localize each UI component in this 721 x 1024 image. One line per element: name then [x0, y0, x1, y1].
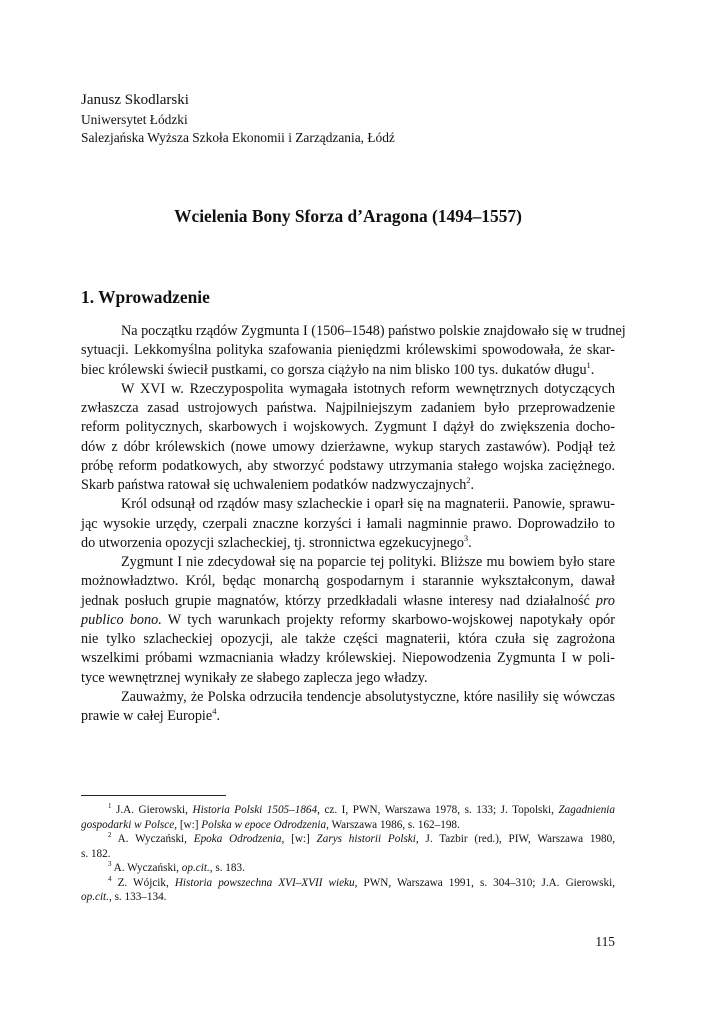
- footnote-title: Historia powszechna XVI–XVII wieku: [174, 876, 355, 889]
- text-line: nie tylko szlacheckiej opozycji, ale także części magnaterii, która czuła się zagrożona: [81, 631, 615, 647]
- footnote-title: Historia Polski 1505–1864,: [192, 804, 320, 816]
- sentence-end: .: [590, 361, 595, 378]
- footnote-number: 3: [108, 860, 112, 868]
- text-line-content: jednak posłuch grupie magnatów, którzy przedkładali własne interesy nad działalność: [81, 592, 590, 609]
- text-line-content: Skarb państwa ratował się uchwaleniem podatków nadzwyczajnych: [81, 477, 467, 493]
- text-line: Zygmunt I nie zdecydował się na poparcie tej polityki. Bliższe mu bowiem było stare: [121, 554, 615, 570]
- text-line: [81, 592, 615, 611]
- footnote-title: Zarys historii Polski,: [316, 833, 419, 845]
- footnote-text: [w:]: [284, 833, 317, 845]
- footnote-continuation: [81, 847, 615, 862]
- paragraph: [81, 495, 615, 553]
- text-line: Król odsunął od rządów masy szlacheckie i oparł się na magnaterii. Panowie, sprawu-: [121, 496, 615, 513]
- sentence-end: .: [468, 534, 472, 551]
- italic-term: publico bono.: [81, 611, 162, 628]
- footnote-continuation: [81, 818, 615, 833]
- footnote-text: cz. I, PWN, Warszawa 1978, s. 133; J. Topolski,: [319, 804, 559, 816]
- footnote-title: Polska w epoce Odrodzenia: [201, 818, 327, 831]
- body-text: [81, 322, 626, 726]
- footnote-title: gospodarki w Polsce: [81, 818, 175, 831]
- section-heading: 1. Wprowadzenie: [81, 287, 210, 307]
- footnote-title: Zagadnienia: [558, 804, 615, 816]
- footnote-ref: 4: [212, 706, 217, 716]
- footnote-number: 2: [108, 831, 112, 839]
- paragraph: [81, 553, 615, 688]
- footnote: [81, 832, 615, 847]
- affiliation-university: Uniwersytet Łódzki: [81, 112, 188, 127]
- footnote-text: , s. 133–134.: [108, 891, 167, 903]
- page-number: 115: [595, 934, 615, 949]
- paragraph: [81, 688, 615, 727]
- footnote-separator: [81, 795, 226, 796]
- sentence-end: .: [470, 477, 475, 493]
- footnote-title: op.cit.: [81, 891, 109, 903]
- italic-term: pro: [595, 592, 616, 609]
- footnote-ref: 2: [466, 475, 471, 485]
- footnote-text: J. Tazbir (red.), PIW, Warszawa 1980,: [418, 833, 616, 845]
- footnote-text: A. Wyczański,: [111, 833, 194, 845]
- footnote-ref: 3: [463, 532, 469, 543]
- footnote-number: 4: [108, 874, 112, 883]
- footnote: [81, 803, 615, 818]
- footnote: [81, 876, 615, 891]
- footnote-text: , Warszawa 1986, s. 162–198.: [326, 818, 460, 831]
- text-line: próbę reform podatkowych, aby stworzyć podstawy utrzymania stałego wojska zaciężnego.: [81, 457, 615, 474]
- text-line: reform politycznych, skarbowych i wojskowych. Zygmunt I dążył do zwiększenia docho-: [81, 419, 615, 436]
- footnote-number: 1: [108, 802, 112, 810]
- footnote-text: Z. Wójcik,: [111, 876, 175, 889]
- footnote-title: op.cit.: [181, 862, 210, 874]
- text-line: Na początku rządów Zygmunta I (1506–1548) państwo polskie znajdowało się w trudnej: [121, 323, 626, 339]
- text-line: sytuacji. Lekkomyślna polityka szafowania pieniędzmi królewskimi spowodowała, że skar-: [81, 342, 615, 359]
- footnote-text: A. Wyczański,: [111, 862, 182, 874]
- text-line-content: biec królewski świecił pustkami, co gorsza ciążyło na nim blisko 100 tys. dukatów długu: [81, 361, 587, 378]
- text-line-content: do utworzenia opozycji szlacheckiej, tj. stronnictwa egzekucyjnego: [81, 534, 464, 551]
- article-title: Wcielenia Bony Sforza d’Aragona (1494–1557): [174, 206, 522, 226]
- footnote-text: , s. 183.: [209, 862, 245, 874]
- text-line: Zauważmy, że Polska odrzuciła tendencje absolutystyczne, które nasiliły się wówczas: [121, 688, 615, 705]
- author-name: Janusz Skodlarski: [81, 92, 189, 108]
- text-line-content: prawie w całej Europie: [81, 708, 213, 724]
- paragraph: [81, 380, 615, 496]
- paragraph: [81, 322, 626, 380]
- footnote-text: , [w:]: [174, 818, 202, 831]
- text-line: [81, 476, 615, 495]
- text-line: tyce wewnętrznej wynikały ze słabego zaplecza jego władzy.: [81, 669, 428, 686]
- footnote: [81, 861, 615, 876]
- text-line: [81, 707, 615, 726]
- text-line: wszelkimi próbami wzmacniania władzy królewskiej. Niepowodzenia Zygmunta I w poli-: [81, 650, 615, 667]
- text-line: zwłaszcza zasad ustrojowych państwa. Najpilniejszym zadaniem było przeprowadzenie: [81, 400, 615, 416]
- affiliation-school: Salezjańska Wyższa Szkoła Ekonomii i Zarządzania, Łódź: [81, 130, 395, 145]
- text-line: możnowładztwo. Król, będąc monarchą gospodarnym i starannie wykształconym, dawał: [81, 573, 615, 590]
- footnote-text: J.A. Gierowski,: [111, 804, 193, 816]
- text-line: [81, 534, 615, 553]
- text-line: W XVI w. Rzeczypospolita wymagała istotnych reform wewnętrznych dotyczących: [121, 380, 615, 397]
- sentence-end: .: [216, 708, 220, 724]
- footnote-text: , PWN, Warszawa 1991, s. 304–310; J.A. Gierowski,: [354, 876, 615, 889]
- footnote-title: Epoka Odrodzenia,: [193, 833, 285, 845]
- footnote-ref: 1: [586, 359, 591, 370]
- footnote-continuation: [81, 890, 615, 905]
- footnote-text: s. 182.: [81, 847, 111, 860]
- footnotes: [81, 803, 615, 905]
- text-line: jąc wysokie urzędy, czerpali znaczne korzyści i łamali nagminnie prawo. Doprowadziło to: [81, 515, 615, 532]
- text-line: [81, 611, 615, 630]
- text-line-content: W tych warunkach projekty reformy skarbowo-wojskowej napotykały opór: [161, 611, 615, 628]
- text-line: dów z dóbr królewskich (nowe umowy dzierżawne, wykup starych zastawów). Podjął też: [81, 438, 615, 455]
- text-line: [81, 361, 615, 380]
